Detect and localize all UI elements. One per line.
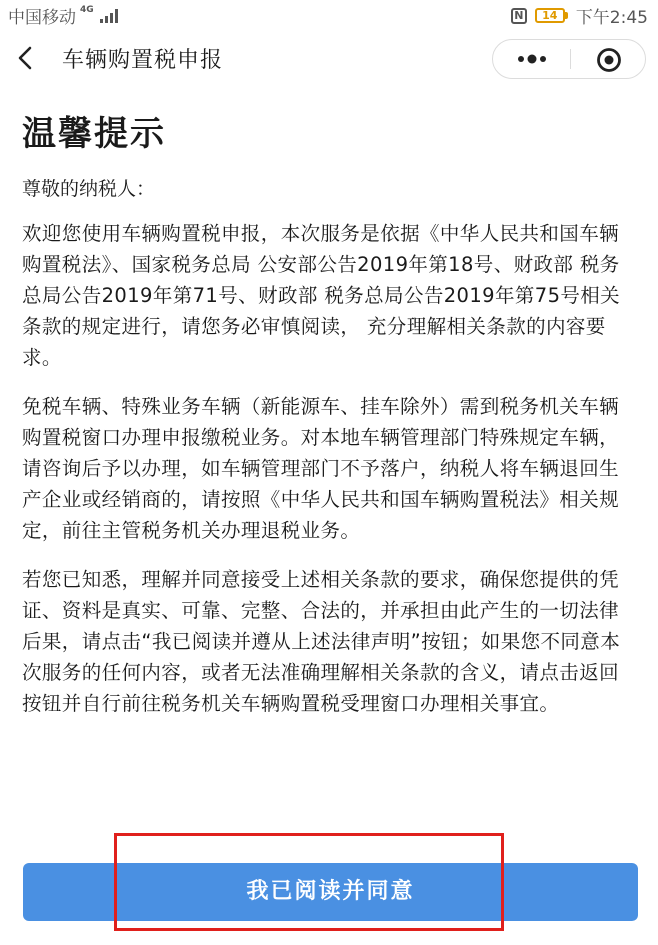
notice-paragraph-2: 免税车辆、特殊业务车辆（新能源车、挂车除外）需到税务机关车辆购置税窗口办理申报缴税业务。对本地车辆管理部门特殊规定车辆，请咨询后予以办理，如车辆管理部门不予落户，纳税人将车辆退回生产企业或经销商的，请按照《中华人民共和国车辆购置税法》相关规定，前往主管税务机关办理退税业务。	[22, 395, 620, 542]
more-dots-icon	[517, 53, 547, 65]
nav-bar	[0, 30, 658, 86]
page-title: 车辆购置税申报	[62, 48, 224, 73]
close-button[interactable]	[571, 40, 645, 78]
back-button[interactable]	[10, 40, 42, 76]
nfc-icon: N	[511, 8, 527, 24]
signal-icon	[100, 9, 118, 23]
carrier-name: 中国移动	[8, 8, 76, 28]
notice-content	[22, 96, 632, 719]
bottom-action-bar	[0, 850, 658, 945]
battery-icon	[535, 8, 568, 23]
clock-time: 下午2:45	[575, 8, 648, 28]
chevron-left-icon	[10, 40, 42, 76]
notice-paragraph-3: 若您已知悉，理解并同意接受上述相关条款的要求，确保您提供的凭证、资料是真实、可靠、完整、合法的，并承担由此产生的一切法律后果，请点击“我已阅读并遵从上述法律声明”按钮；如果您不同意本次服务的任何内容，或者无法准确理解相关条款的含义，请点击返回按钮并自行前往税务机关车辆购置税受理窗口办理相关事宜。	[22, 568, 621, 715]
status-bar	[0, 0, 658, 28]
more-button[interactable]	[493, 40, 570, 78]
battery-level: 14	[535, 8, 565, 23]
agree-button[interactable]: 我已阅读并同意	[23, 863, 638, 921]
mini-program-capsule	[492, 39, 646, 79]
notice-paragraph-1: 欢迎您使用车辆购置税申报，本次服务是依据《中华人民共和国车辆购置税法》、国家税务总局 公安部公告2019年第18号、财政部 税务总局公告2019年第71号、财政部 税务总局公告2019年第75号相关条款的规定进行，请您务必审慎阅读， 充分理解相关条款的内容要求。	[22, 222, 621, 369]
salutation: 尊敬的纳税人：	[22, 178, 156, 200]
network-type: 4G	[80, 5, 94, 15]
notice-heading: 温馨提示	[22, 114, 166, 154]
target-circle-icon	[596, 47, 622, 73]
